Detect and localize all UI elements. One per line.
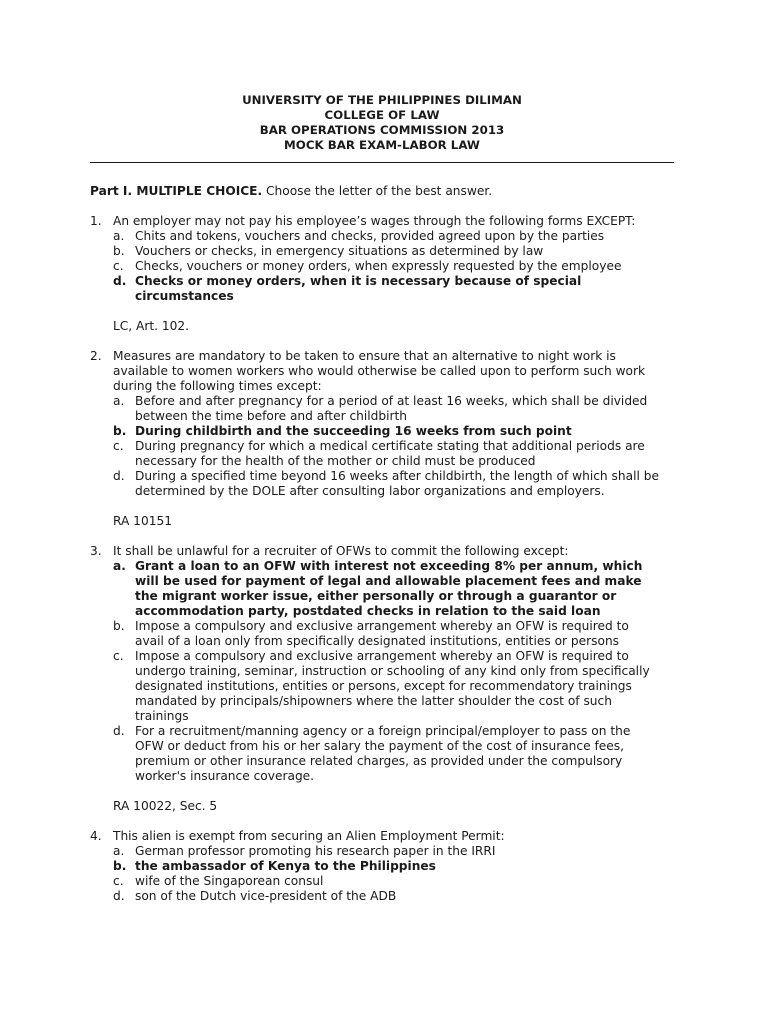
option-letter: d. xyxy=(113,889,125,903)
part-instruction: Choose the letter of the best answer. xyxy=(266,184,493,198)
college-name: COLLEGE OF LAW xyxy=(324,108,440,122)
question-text: Measures are mandatory to be taken to ensure that an alternative to night work is available to women workers who would otherwise be called upon to perform such work during the following times except: xyxy=(113,349,646,393)
option-text: During a specified time beyond 16 weeks after childbirth, the length of which shall be determined by the DOLE after consulting labor organizations and employers. xyxy=(135,469,659,498)
university-name: UNIVERSITY OF THE PHILIPPINES DILIMAN xyxy=(242,93,522,107)
question-text: This alien is exempt from securing an Alien Employment Permit: xyxy=(113,829,505,843)
option-d xyxy=(113,889,690,904)
option-text: For a recruitment/manning agency or a foreign principal/employer to pass on the OFW or deduct from his or her salary the payment of the cost of insurance fees, premium or other insurance related charges, as provided under the compulsory worker's insurance coverage. xyxy=(135,724,631,783)
document-header xyxy=(90,93,674,153)
question-number: 4. xyxy=(90,829,102,843)
option-b-answer xyxy=(113,859,690,874)
option-text: the ambassador of Kenya to the Philippines xyxy=(135,859,436,873)
option-c xyxy=(113,649,660,724)
option-letter: b. xyxy=(113,244,125,258)
option-b xyxy=(113,244,690,259)
option-letter: c. xyxy=(113,259,124,273)
option-text: Checks or money orders, when it is necessary because of special circumstances xyxy=(135,274,582,303)
part-heading xyxy=(90,184,690,199)
option-b-answer xyxy=(113,424,690,439)
question-reference: RA 10151 xyxy=(113,514,172,528)
exam-content xyxy=(90,184,690,904)
option-letter: a. xyxy=(113,559,126,573)
option-letter: b. xyxy=(113,619,125,633)
option-text: German professor promoting his research paper in the IRRI xyxy=(135,844,496,858)
exam-title: MOCK BAR EXAM-LABOR LAW xyxy=(284,138,480,152)
question-stem xyxy=(90,544,690,559)
option-a xyxy=(113,229,690,244)
option-text: Chits and tokens, vouchers and checks, provided agreed upon by the parties xyxy=(135,229,605,243)
option-letter: a. xyxy=(113,844,125,858)
part-title: Part I. MULTIPLE CHOICE. xyxy=(90,184,263,198)
question-number: 3. xyxy=(90,544,102,558)
option-text: Checks, vouchers or money orders, when expressly requested by the employee xyxy=(135,259,622,273)
question-reference: RA 10022, Sec. 5 xyxy=(113,799,218,813)
question-number: 1. xyxy=(90,214,102,228)
question-4 xyxy=(90,829,690,904)
option-c xyxy=(113,439,700,469)
question-2 xyxy=(90,349,690,529)
question-stem xyxy=(90,214,690,229)
option-b xyxy=(113,619,655,649)
option-letter: a. xyxy=(113,394,125,408)
option-text: Impose a compulsory and exclusive arrangement whereby an OFW is required to undergo training, seminar, instruction or schooling of any kind only from specifically designated institutions, entities or persons, except for recommendatory trainings mandated by principals/shipowners where the latter shoulder the cost of such trainings xyxy=(135,649,650,723)
option-d xyxy=(113,724,660,784)
option-letter: d. xyxy=(113,469,125,483)
commission-name: BAR OPERATIONS COMMISSION 2013 xyxy=(259,123,505,137)
option-c xyxy=(113,259,690,274)
option-letter: a. xyxy=(113,229,125,243)
header-divider xyxy=(90,162,674,163)
question-reference: LC, Art. 102. xyxy=(113,319,190,333)
option-letter: c. xyxy=(113,439,124,453)
option-a-answer xyxy=(113,559,655,619)
option-letter: c. xyxy=(113,649,124,663)
option-text: Before and after pregnancy for a period of at least 16 weeks, which shall be divided between the time before and after childbirth xyxy=(135,394,648,423)
option-letter: d. xyxy=(113,724,125,738)
option-d xyxy=(113,469,700,499)
option-text: During pregnancy for which a medical certificate stating that additional periods are necessary for the health of the mother or child must be produced xyxy=(135,439,645,468)
option-letter: d. xyxy=(113,274,127,288)
question-text: It shall be unlawful for a recruiter of OFWs to commit the following except: xyxy=(113,544,569,558)
option-text: wife of the Singaporean consul xyxy=(135,874,324,888)
option-letter: b. xyxy=(113,859,127,873)
option-letter: c. xyxy=(113,874,124,888)
option-text: Impose a compulsory and exclusive arrangement whereby an OFW is required to avail of a loan only from specifically designated institutions, entities or persons xyxy=(135,619,629,648)
question-1 xyxy=(90,214,690,334)
question-stem xyxy=(90,349,669,394)
option-c xyxy=(113,874,690,889)
option-d-answer xyxy=(113,274,605,304)
question-text: An employer may not pay his employee’s wages through the following forms EXCEPT: xyxy=(113,214,636,228)
question-3 xyxy=(90,544,690,814)
option-text: During childbirth and the succeeding 16 weeks from such point xyxy=(135,424,572,438)
option-letter: b. xyxy=(113,424,127,438)
option-text: son of the Dutch vice-president of the ADB xyxy=(135,889,397,903)
option-text: Grant a loan to an OFW with interest not exceeding 8% per annum, which will be used for payment of legal and allowable placement fees and make the migrant worker issue, either personally or through a guarantor or accommodation party, postdated checks in relation to the said loan xyxy=(135,559,643,618)
option-text: Vouchers or checks, in emergency situations as determined by law xyxy=(135,244,544,258)
question-stem xyxy=(90,829,690,844)
question-number: 2. xyxy=(90,349,102,363)
option-a xyxy=(113,844,690,859)
option-a xyxy=(113,394,700,424)
